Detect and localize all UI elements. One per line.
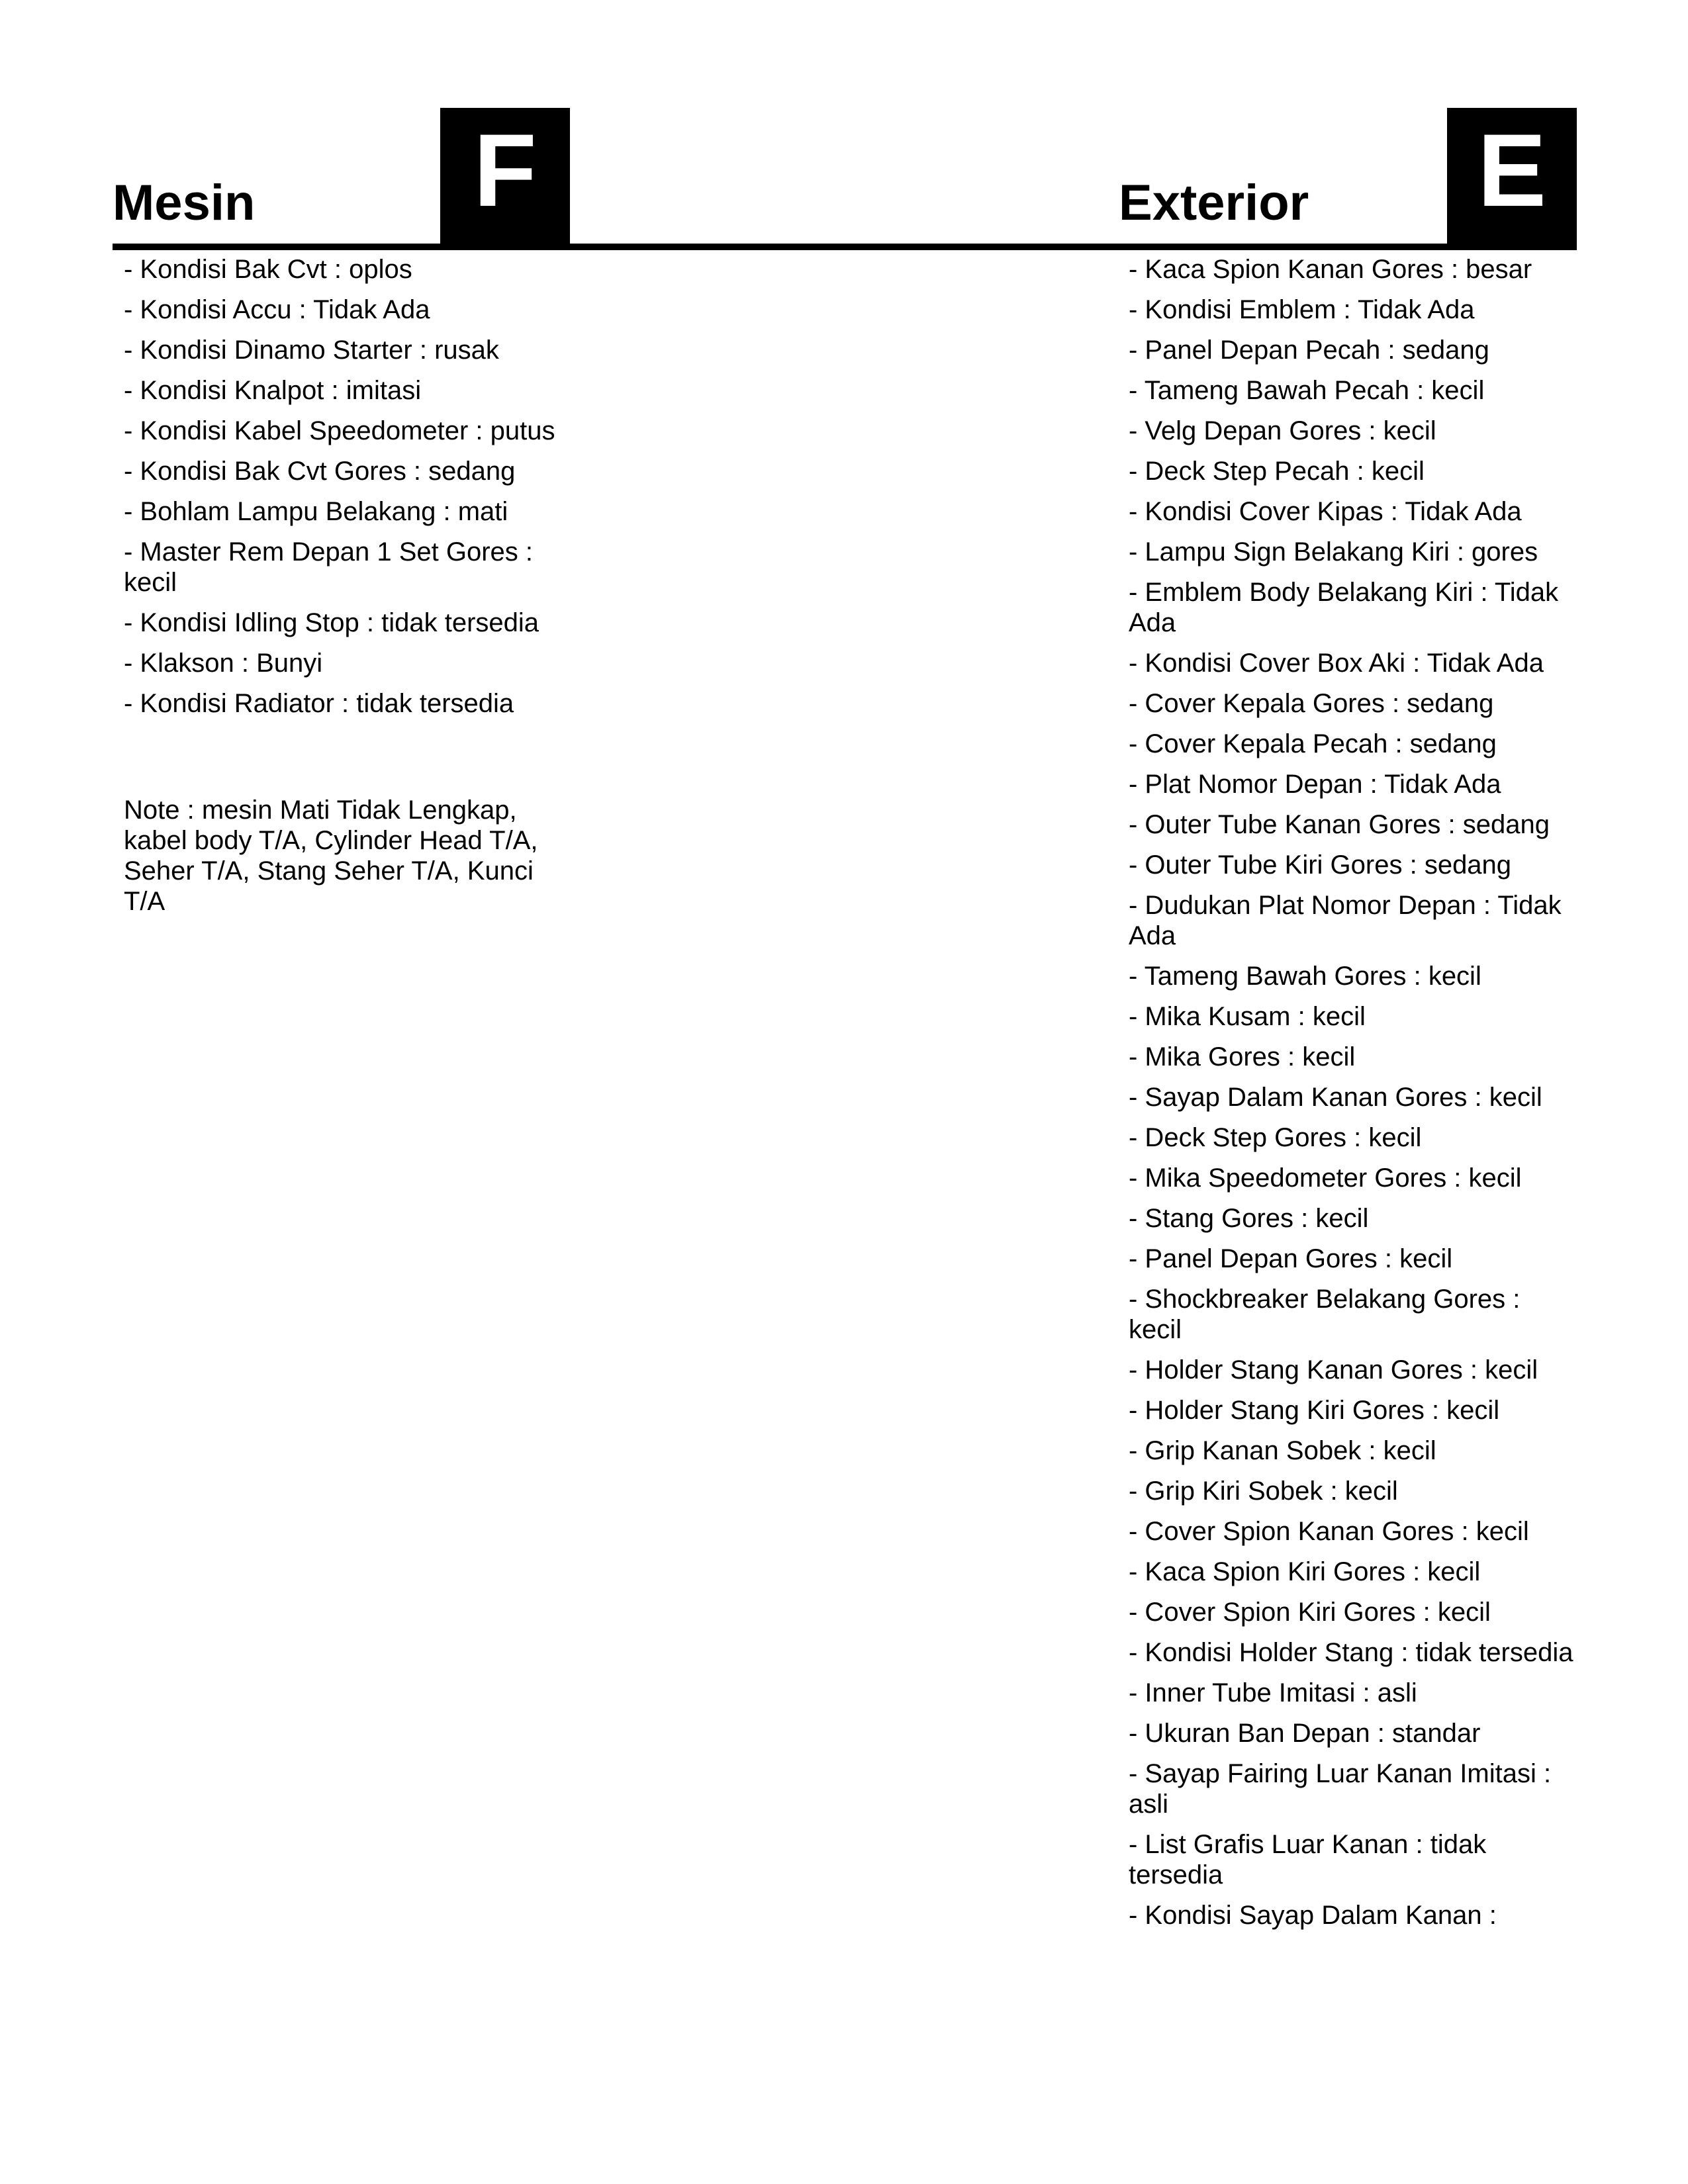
header-divider — [113, 244, 1577, 250]
list-item: - Inner Tube Imitasi : asli — [1129, 1678, 1417, 1707]
list-item: - Kondisi Dinamo Starter : rusak — [124, 336, 499, 365]
list-item: - Cover Spion Kiri Gores : kecil — [1129, 1598, 1491, 1627]
list-item: - Tameng Bawah Pecah : kecil — [1129, 376, 1485, 405]
list-item: - Panel Depan Gores : kecil — [1129, 1244, 1453, 1273]
section-title-exterior: Exterior — [1119, 175, 1309, 231]
list-item: - Kondisi Holder Stang : tidak tersedia — [1129, 1638, 1573, 1667]
list-item: - Kondisi Cover Kipas : Tidak Ada — [1129, 497, 1522, 526]
list-item: - Panel Depan Pecah : sedang — [1129, 336, 1489, 365]
section-badge-e: E — [1447, 108, 1577, 247]
list-item: - Kondisi Emblem : Tidak Ada — [1129, 295, 1475, 324]
list-item: - Kondisi Kabel Speedometer : putus — [124, 416, 555, 445]
list-item: - Bohlam Lampu Belakang : mati — [124, 497, 508, 526]
list-item: - Plat Nomor Depan : Tidak Ada — [1129, 770, 1501, 799]
list-item: - Holder Stang Kanan Gores : kecil — [1129, 1355, 1538, 1385]
list-item: - Outer Tube Kanan Gores : sedang — [1129, 810, 1550, 839]
list-item: - Tameng Bawah Gores : kecil — [1129, 962, 1481, 991]
list-item: - Kaca Spion Kanan Gores : besar — [1129, 255, 1532, 284]
list-item: - Mika Speedometer Gores : kecil — [1129, 1163, 1522, 1193]
list-item: - Cover Spion Kanan Gores : kecil — [1129, 1517, 1529, 1546]
list-item: - Grip Kanan Sobek : kecil — [1129, 1436, 1436, 1465]
list-item: - Kondisi Bak Cvt Gores : sedang — [124, 457, 516, 486]
list-item: - Outer Tube Kiri Gores : sedang — [1129, 850, 1512, 880]
list-item: - Kondisi Radiator : tidak tersedia — [124, 689, 514, 718]
list-item: - Kaca Spion Kiri Gores : kecil — [1129, 1557, 1481, 1586]
list-item: - Cover Kepala Gores : sedang — [1129, 689, 1494, 718]
list-item: - Deck Step Pecah : kecil — [1129, 457, 1425, 486]
list-item: - Master Rem Depan 1 Set Gores : kecil — [124, 537, 534, 597]
section-title-mesin: Mesin — [113, 175, 256, 231]
list-item: - Emblem Body Belakang Kiri : Tidak Ada — [1129, 578, 1559, 637]
list-item: - Kondisi Idling Stop : tidak tersedia — [124, 608, 539, 637]
list-item: - Stang Gores : kecil — [1129, 1204, 1369, 1233]
list-item: - Lampu Sign Belakang Kiri : gores — [1129, 537, 1538, 567]
list-item: - Kondisi Knalpot : imitasi — [124, 376, 422, 405]
list-item: - Deck Step Gores : kecil — [1129, 1123, 1422, 1152]
list-item: - Kondisi Accu : Tidak Ada — [124, 295, 430, 324]
list-item: - Sayap Fairing Luar Kanan Imitasi : asli — [1129, 1759, 1552, 1819]
list-item: - Holder Stang Kiri Gores : kecil — [1129, 1396, 1500, 1425]
mesin-item-list — [124, 254, 561, 729]
list-item: - List Grafis Luar Kanan : tidak tersedia — [1129, 1830, 1487, 1889]
list-item: - Sayap Dalam Kanan Gores : kecil — [1129, 1083, 1542, 1112]
list-item: - Grip Kiri Sobek : kecil — [1129, 1477, 1398, 1506]
list-item: - Velg Depan Gores : kecil — [1129, 416, 1436, 445]
mesin-note: Note : mesin Mati Tidak Lengkap, kabel body T/A, Cylinder Head T/A, Seher T/A, Stang Seher T/A, Kunci T/A — [124, 796, 538, 916]
list-item: - Kondisi Bak Cvt : oplos — [124, 255, 412, 284]
list-item: - Dudukan Plat Nomor Depan : Tidak Ada — [1129, 891, 1562, 950]
section-badge-f: F — [440, 108, 570, 247]
list-item: - Shockbreaker Belakang Gores : kecil — [1129, 1285, 1521, 1344]
list-item: - Mika Gores : kecil — [1129, 1042, 1356, 1071]
list-item: - Cover Kepala Pecah : sedang — [1129, 729, 1497, 758]
list-item: - Klakson : Bunyi — [124, 649, 323, 678]
list-item: - Kondisi Sayap Dalam Kanan : — [1129, 1901, 1497, 1930]
exterior-item-list — [1129, 254, 1579, 1940]
list-item: - Mika Kusam : kecil — [1129, 1002, 1366, 1031]
list-item: - Kondisi Cover Box Aki : Tidak Ada — [1129, 649, 1544, 678]
list-item: - Ukuran Ban Depan : standar — [1129, 1719, 1481, 1748]
